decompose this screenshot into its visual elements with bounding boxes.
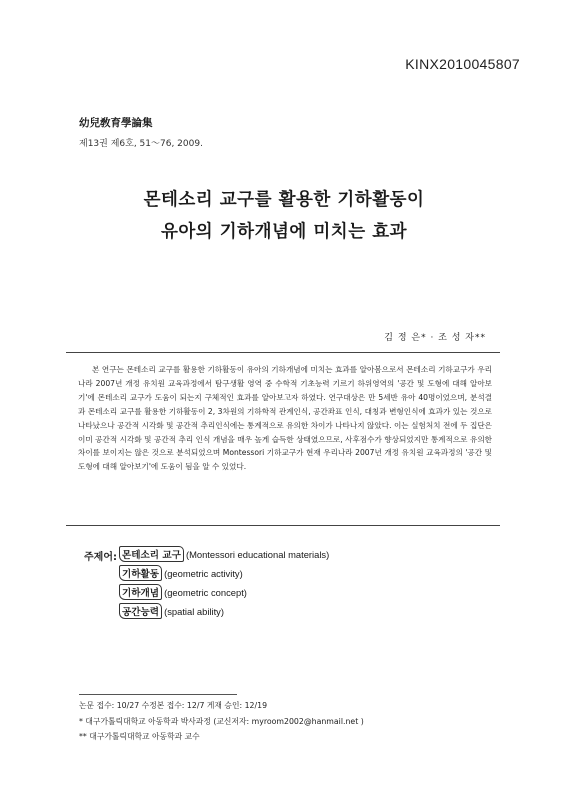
keyword-term: 기하개념 xyxy=(119,584,162,600)
keywords-label: 주제어: xyxy=(84,552,117,563)
keyword-item xyxy=(119,546,329,562)
footnote-1 xyxy=(79,716,364,727)
keyword-term: 기하활동 xyxy=(119,565,162,581)
keyword-item xyxy=(119,565,243,581)
keyword-translation: (geometric concept) xyxy=(164,587,247,598)
paper-title-line-2: 유아의 기하개념에 미치는 효과 xyxy=(160,222,408,242)
footnote-text: 대구가톨릭대학교 아동학과 박사과정 (교신저자: myroom2002@hanmail.net ) xyxy=(85,717,364,726)
keyword-translation: (spatial ability) xyxy=(164,606,224,617)
keyword-term: 공간능력 xyxy=(119,603,162,619)
author-names: 김 정 은* · 조 성 자** xyxy=(384,333,486,343)
abstract-box xyxy=(66,352,500,526)
keyword-translation: (geometric activity) xyxy=(164,568,243,579)
footnote-text: 대구가톨릭대학교 아동학과 교수 xyxy=(89,732,200,741)
journal-name: 幼兒敎育學論集 xyxy=(79,117,153,129)
submission-dates: 논문 접수: 10/27 수정본 접수: 12/7 게재 승인: 12/19 xyxy=(79,701,268,710)
journal-citation: 제13권 제6호, 51～76, 2009. xyxy=(79,139,203,149)
keyword-translation: (Montessori educational materials) xyxy=(185,549,330,560)
footnote-marker: ** xyxy=(79,732,87,741)
footnote-marker: * xyxy=(79,717,83,726)
footnote-divider xyxy=(79,694,237,695)
document-id: KINX2010045807 xyxy=(405,56,520,72)
abstract-text: 본 연구는 몬테소리 교구를 활용한 기하활동이 유아의 기하개념에 미치는 효과를 알아봄으로서 몬테소리 기하교구가 우리나라 2007년 개정 유치원 교육과정에서 탐구생활 영역 중 수학적 기초능력 기르기 하위영역의 '공간 및 도형에 대해 알아보기'에 몬테소리 교구가 도움이 되는지 구체적인 효과를 알아보고자 하였다. 연구대상은 만 5세반 유아 40명이었으며, 분석결과 몬테소리 교구를 활용한 기하활동이 2, 3차원의 기하학적 관계인식, 공간좌표 인식, 대칭과 변형인식에 효과가 있는 것으로 나타났으나 공간적 시각화 및 공간적 추리인식에는 통계적으로 유의한 차이가 나타나지 않았다. 이는 실험처치 전에 두 집단은 이미 공간적 시각화 및 공간적 추리 인식 개념을 매우 높게 습득한 상태였으므로, 사후점수가 향상되었지만 통계적으로 유의한 차이를 보이지는 않은 것으로 분석되었으며 Montessori 기하교구가 현재 우리나라 2007년 개정 유치원 교육과정의 '공간 및 도형에 대해 알아보기'에 도움이 됨을 알 수 있었다. xyxy=(78,365,492,472)
keyword-term: 몬테소리 교구 xyxy=(119,546,184,562)
keyword-item xyxy=(119,603,224,619)
keyword-item xyxy=(119,584,247,600)
paper-title-line-1: 몬테소리 교구를 활용한 기하활동이 xyxy=(143,190,425,210)
footnote-2 xyxy=(79,731,200,742)
